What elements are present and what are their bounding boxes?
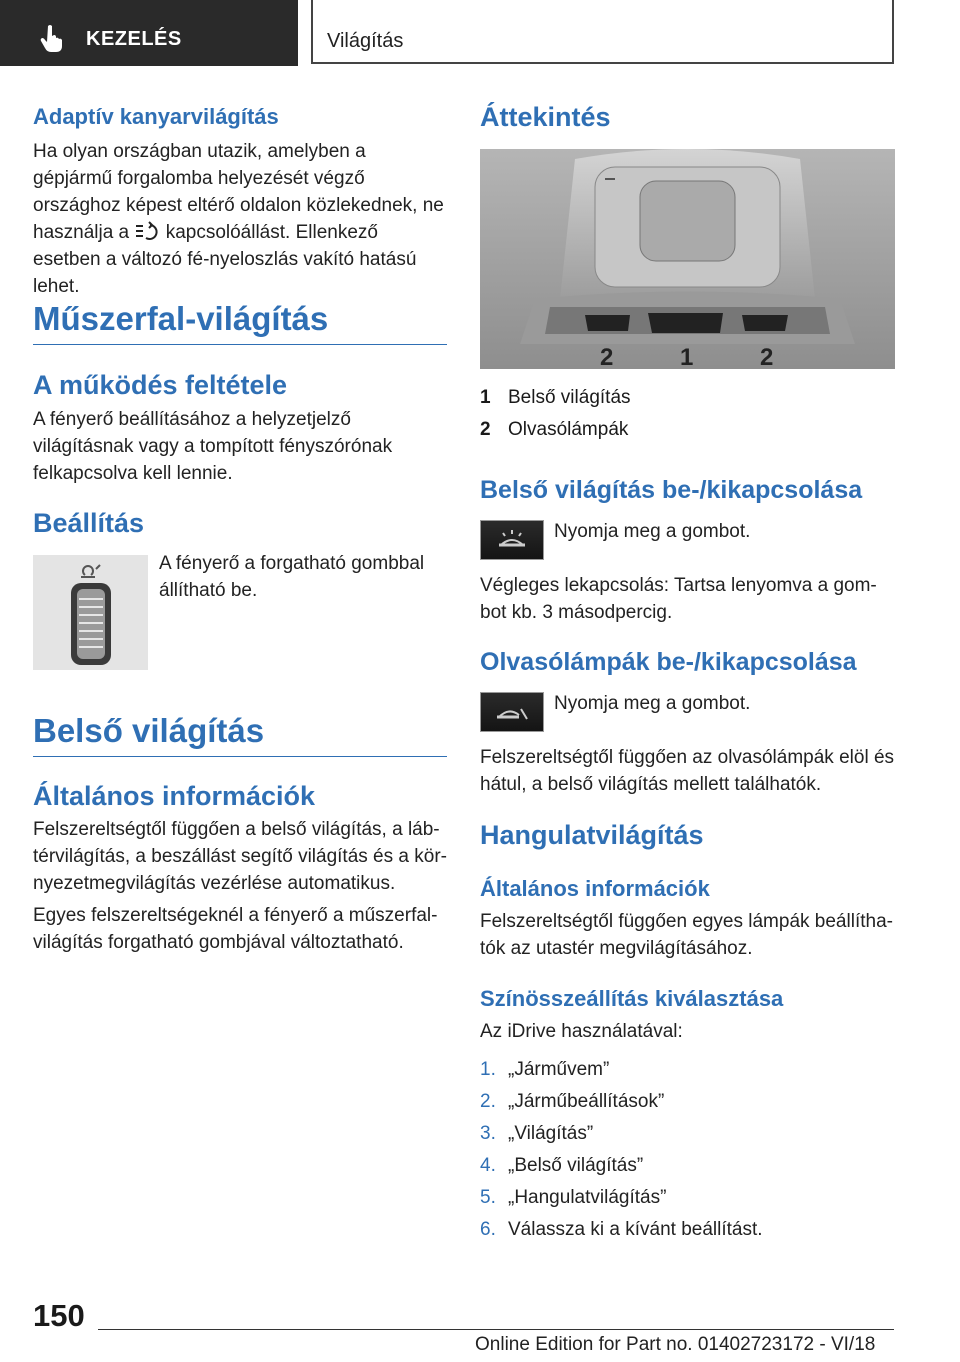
callout-2-right: 2	[760, 344, 774, 369]
cond-title: A működés feltétele	[33, 370, 288, 400]
reading-title: Olvasólámpák be-/kikapcsolása	[480, 648, 857, 676]
adaptive-light-icon	[134, 220, 160, 242]
idrive-text: Az iDrive használatával:	[480, 1021, 683, 1042]
overhead-console-image	[480, 149, 895, 369]
general-text-1: Felszereltségtől függően a belső világítás, a láb-térvilágítás, a beszállást segítő világítás és a kör-nyezetmegvilágítás vezérlése automatikus.	[33, 819, 447, 894]
adaptive-title: Adaptív kanyarvilágítás	[33, 104, 279, 129]
step-item: 3. „Világítás”	[480, 1123, 594, 1144]
setting-text: A fényerő a forgatható gombbal állítható be.	[159, 553, 425, 601]
step-item: 6. Válassza ki a kívánt beállítást.	[480, 1219, 763, 1240]
step-item: 2. „Járműbeállítások”	[480, 1091, 665, 1112]
callout-1: 1	[680, 344, 694, 369]
topic-box	[311, 0, 894, 64]
dimmer-wheel-image	[33, 555, 148, 670]
adaptive-text	[33, 138, 447, 300]
page-number: 150	[33, 1298, 85, 1333]
interior-light-button-image	[480, 520, 544, 560]
ambient-general-text: Felszereltségtől függően egyes lámpák beállítha-tók az utastér megvilágításához.	[480, 911, 893, 959]
adaptive-text-2: kapcsolóállást. Ellenkező esetben a változó fé-nyeloszlás vakító hatású lehet.	[33, 222, 417, 297]
step-item: 1. „Járművem”	[480, 1059, 610, 1080]
ambient-general-title: Általános információk	[480, 876, 710, 901]
color-title: Színösszeállítás kiválasztása	[480, 986, 784, 1011]
footer-edition: Online Edition for Part no. 01402723172 - VI/18	[475, 1334, 876, 1355]
general-title: Általános információk	[33, 781, 316, 811]
setting-title: Beállítás	[33, 508, 145, 538]
ambient-title: Hangulatvilágítás	[480, 820, 704, 850]
dash-rule	[33, 344, 447, 345]
steps-list	[480, 1054, 895, 1246]
interior-title: Belső világítás	[33, 712, 265, 749]
reading-light-button-image	[480, 692, 544, 732]
step-item: 4. „Belső világítás”	[480, 1155, 644, 1176]
legend	[480, 382, 631, 446]
legend-item: 2 Olvasólámpák	[480, 419, 629, 440]
adaptive-text-1: Ha olyan országban utazik, amelyben a gépjármű forgalomba helyezését végző országhoz képest eltérő oldalon közlekednek, ne használja a	[33, 141, 444, 243]
callout-2-left: 2	[600, 344, 614, 369]
legend-item: 1 Belső világítás	[480, 387, 631, 408]
press-button-text: Nyomja meg a gombot.	[554, 521, 751, 542]
general-text-2: Egyes felszereltségeknél a fényerő a műszerfal-világítás forgatható gombjával változtatható.	[33, 905, 438, 953]
section-tab	[0, 0, 298, 66]
reading-text: Felszereltségtől függően az olvasólámpák elöl és hátul, a belső világítás mellett találhatók.	[480, 747, 895, 795]
cond-text: A fényerő beállításához a helyzetjelző világításnak vagy a tompított fényszórónak felkapcsolva kell lennie.	[33, 409, 393, 484]
topic-label: Világítás	[327, 30, 404, 52]
step-item: 5. „Hangulatvilágítás”	[480, 1187, 667, 1208]
dash-title: Műszerfal-világítás	[33, 300, 329, 337]
overview-title: Áttekintés	[480, 102, 611, 132]
hand-pointer-icon	[40, 24, 64, 52]
interior-rule	[33, 756, 447, 757]
final-off-text: Végleges lekapcsolás: Tartsa lenyomva a gom-bot kb. 3 másodpercig.	[480, 575, 877, 623]
section-tab-label: KEZELÉS	[86, 28, 182, 50]
footer-rule	[98, 1329, 894, 1330]
interior-switch-title: Belső világítás be-/kikapcsolása	[480, 476, 863, 504]
press-button-text-2: Nyomja meg a gombot.	[554, 693, 751, 714]
